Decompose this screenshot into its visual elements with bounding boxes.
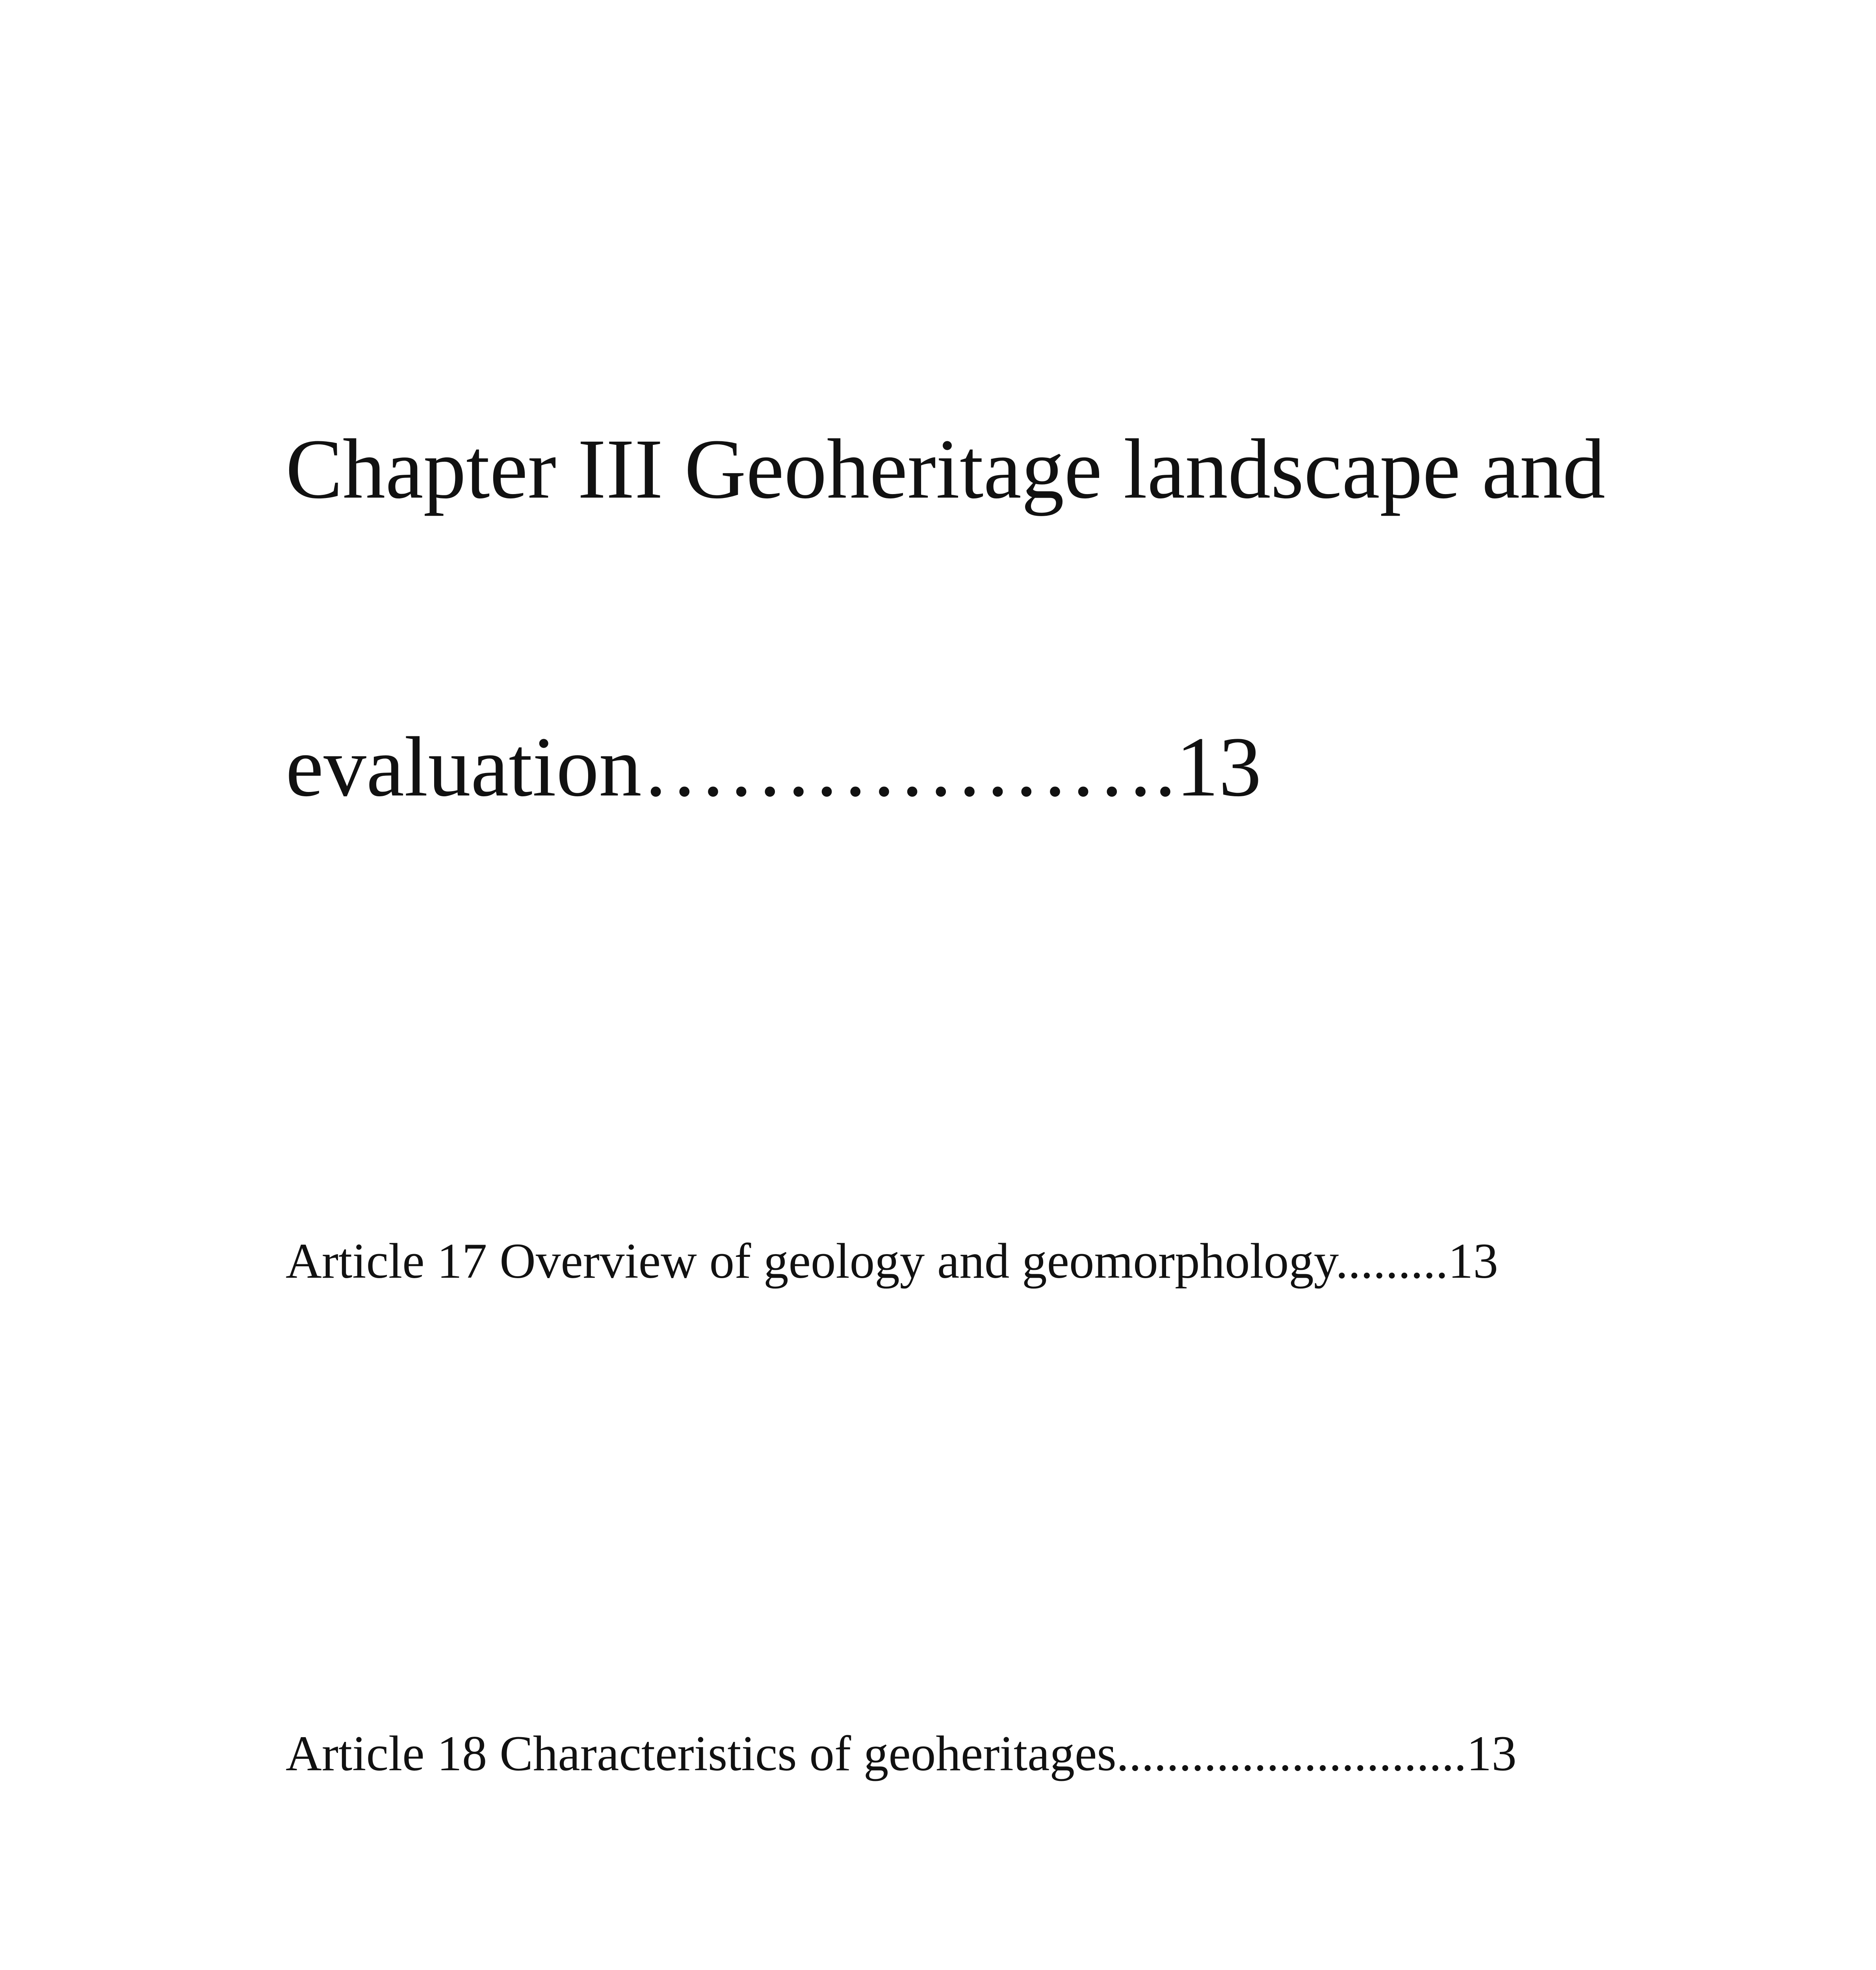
toc-article-18[interactable] [286,1507,1617,1970]
toc-chapter-3-line-1: Chapter III Geoheritage landscape and [286,422,1605,516]
toc-chapter-3-line-2: evaluation……………….13 [286,719,1262,814]
toc-article-18-line-1: Article 18 Characteristics of geoheritages............................13 [286,1726,1517,1781]
toc-article-17[interactable] [286,1015,1617,1507]
toc-article-17-line-1: Article 17 Overview of geology and geomorphology.........13 [286,1234,1498,1289]
table-of-contents [286,221,1617,1970]
toc-chapter-3[interactable] [286,221,1617,1015]
